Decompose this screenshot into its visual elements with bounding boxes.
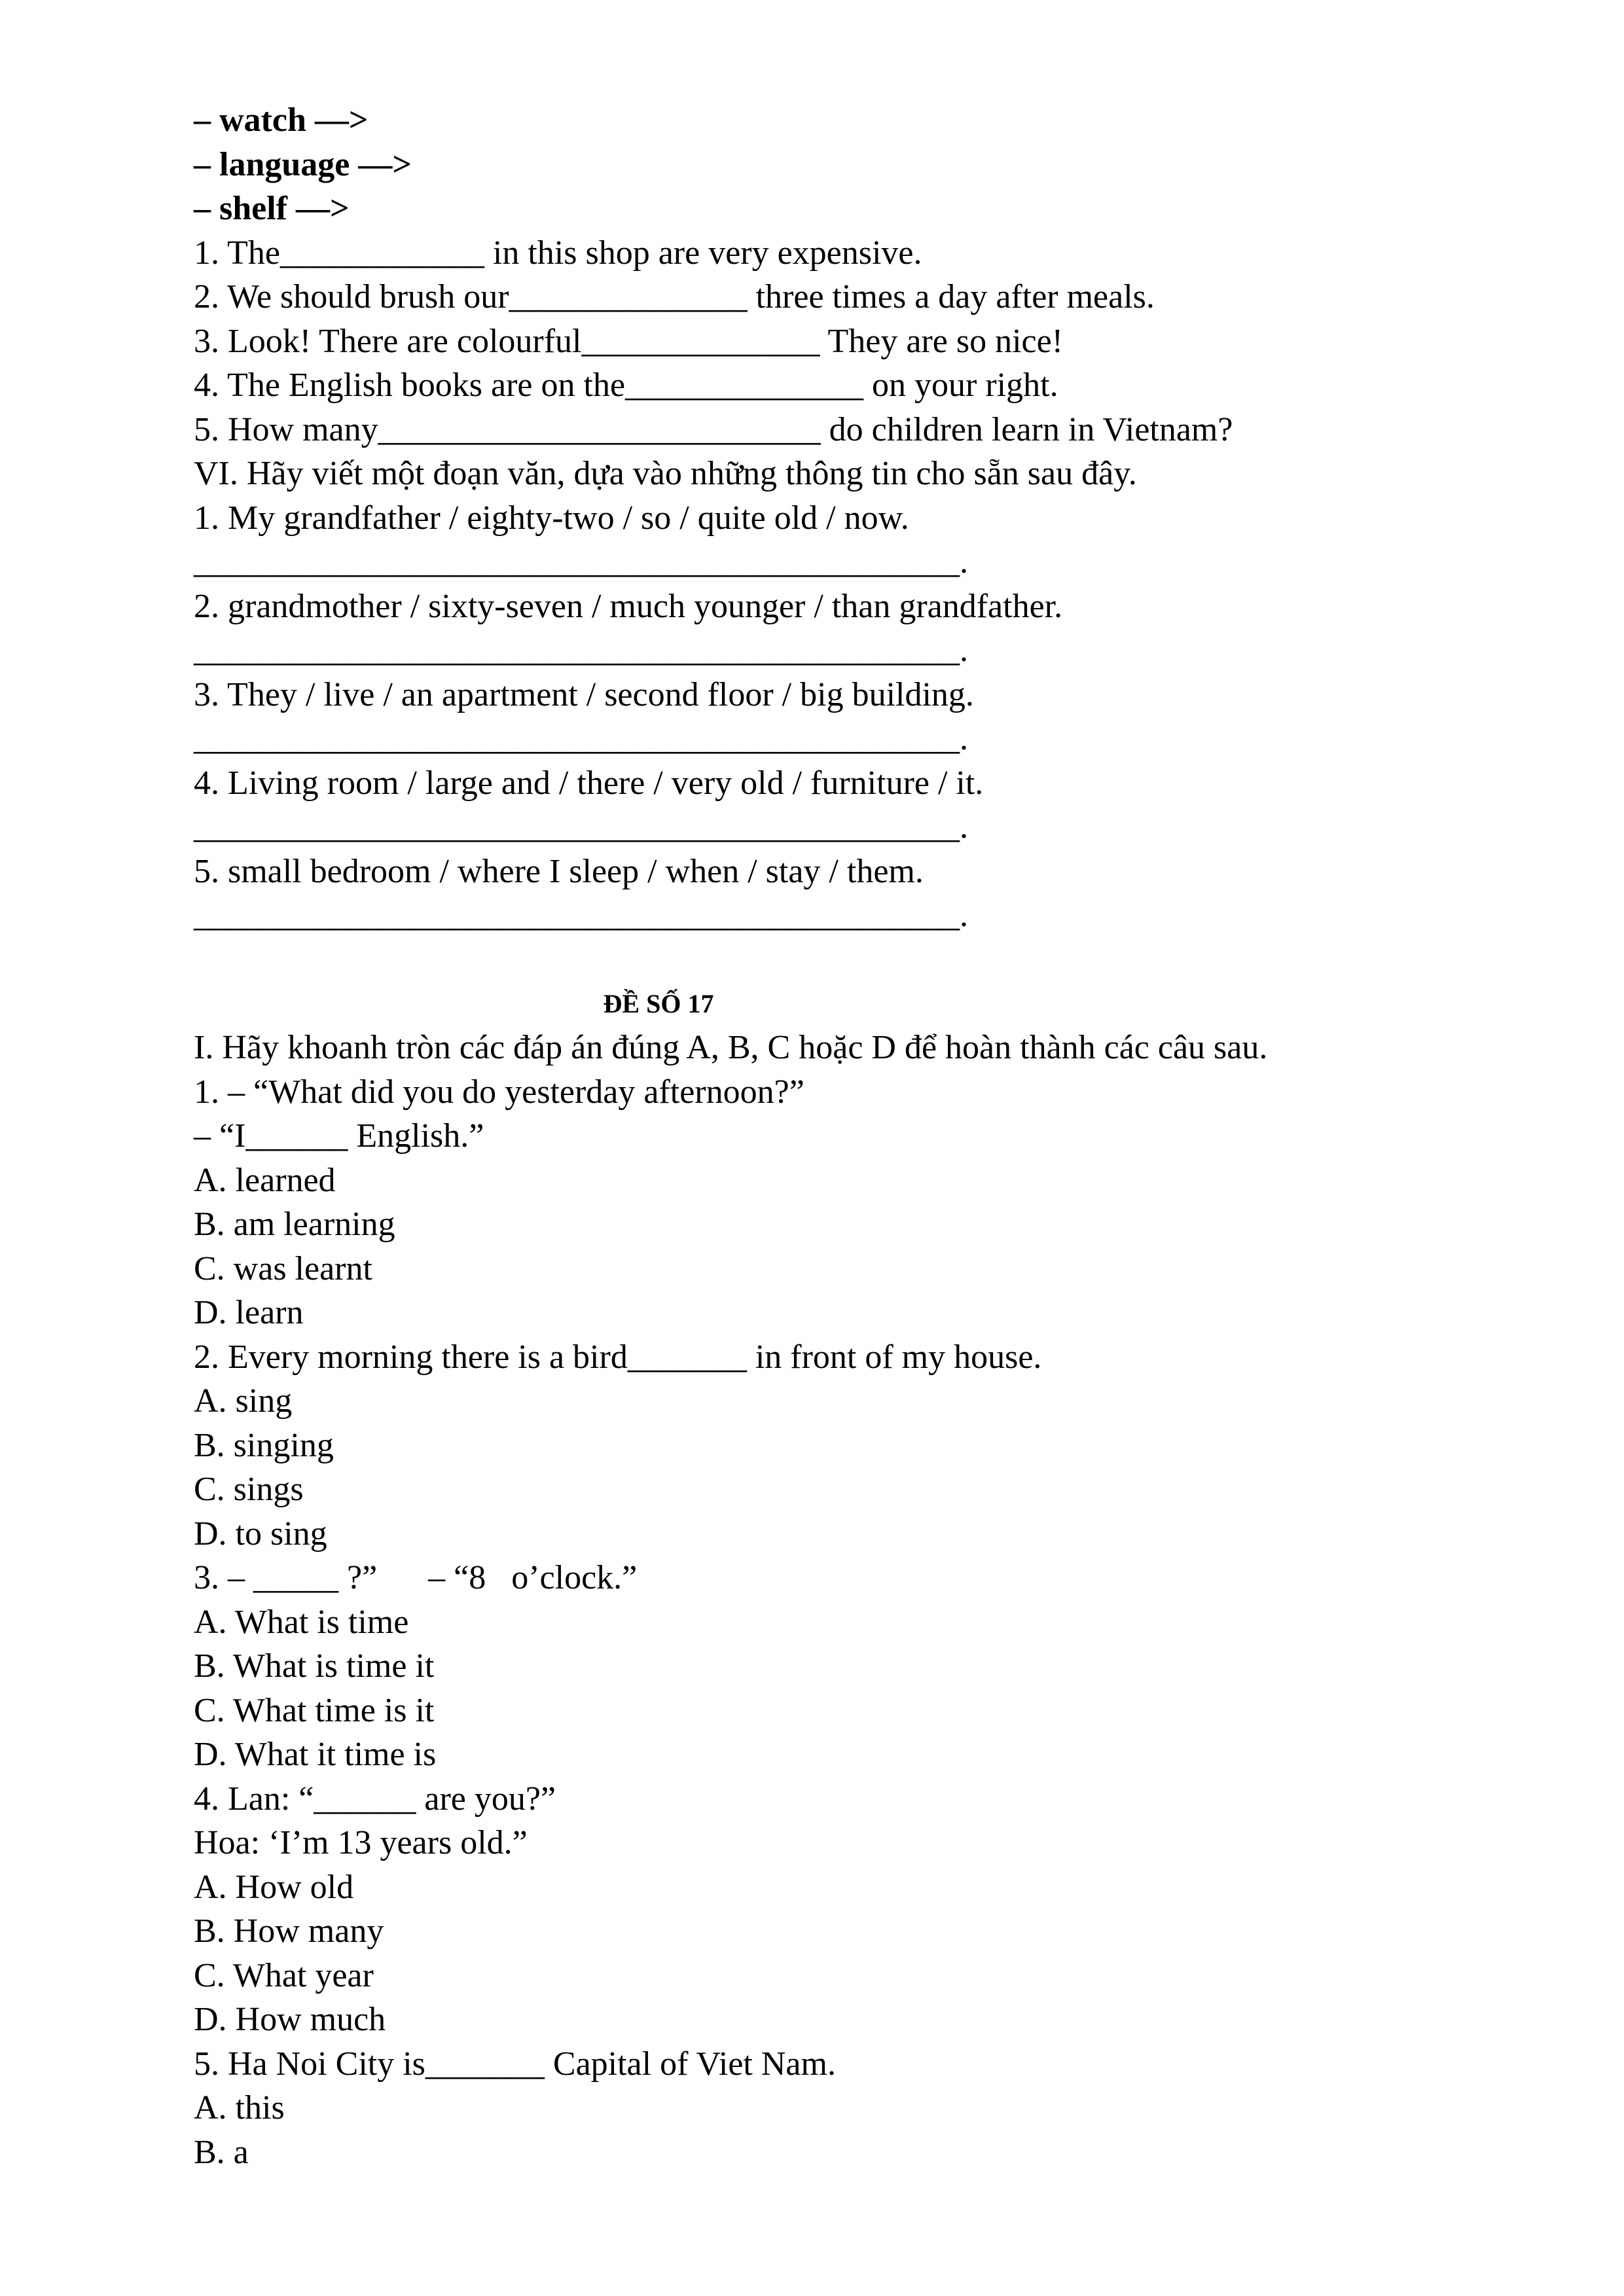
question-5-text: 5. Ha Noi City is_______ Capital of Viet Nam. [194, 2045, 836, 2083]
question-4-option-b: B. How many [194, 1912, 384, 1950]
question-4-option-d: D. How much [194, 2001, 386, 2038]
vocab-watch: – watch —> [194, 101, 369, 139]
document-page [194, 98, 1490, 2174]
writing-prompt-2: 2. grandmother / sixty-seven / much younger / than grandfather. [194, 587, 1063, 625]
question-2-option-b: B. singing [194, 1426, 334, 1464]
vocab-shelf: – shelf —> [194, 190, 350, 227]
question-3-option-b: B. What is time it [194, 1647, 435, 1685]
question-2-option-c: C. sings [194, 1471, 304, 1508]
question-4-option-c: C. What year [194, 1956, 374, 1994]
question-1-option-d: D. learn [194, 1294, 304, 1331]
question-3-option-a: A. What is time [194, 1603, 409, 1641]
answer-line-4: _____________________________________________. [194, 808, 968, 846]
fill-blank-1: 1. The____________ in this shop are very expensive. [194, 234, 922, 272]
question-1-option-c: C. was learnt [194, 1249, 372, 1287]
question-2-text: 2. Every morning there is a bird_______ in front of my house. [194, 1338, 1042, 1376]
section-i-title: I. Hãy khoanh tròn các đáp án đúng A, B, C hoặc D để hoàn thành các câu sau. [194, 1029, 1268, 1066]
fill-blank-2: 2. We should brush our______________ three times a day after meals. [194, 278, 1155, 315]
question-4-reply: Hoa: ‘I’m 13 years old.” [194, 1824, 528, 1861]
question-1-option-a: A. learned [194, 1161, 336, 1199]
exam-title: ĐỀ SỐ 17 [603, 988, 714, 1018]
question-2-option-d: D. to sing [194, 1515, 327, 1552]
writing-prompt-4: 4. Living room / large and / there / very old / furniture / it. [194, 764, 984, 802]
writing-prompt-3: 3. They / live / an apartment / second floor / big building. [194, 675, 974, 713]
fill-blank-4: 4. The English books are on the______________ on your right. [194, 367, 1058, 404]
writing-prompt-1: 1. My grandfather / eighty-two / so / quite old / now. [194, 499, 909, 537]
section-vi-title: VI. Hãy viết một đoạn văn, dựa vào những thông tin cho sẵn sau đây. [194, 455, 1137, 492]
question-3-text: 3. – _____ ?” – “8 o’clock.” [194, 1559, 638, 1596]
section-spacer [194, 938, 1490, 982]
fill-blank-5: 5. How many__________________________ do children learn in Vietnam? [194, 410, 1233, 448]
question-3-option-c: C. What time is it [194, 1691, 435, 1729]
answer-line-5: _____________________________________________. [194, 897, 968, 934]
answer-line-2: _____________________________________________. [194, 632, 968, 669]
question-2-option-a: A. sing [194, 1382, 293, 1420]
fill-blank-3: 3. Look! There are colourful______________ They are so nice! [194, 322, 1064, 360]
question-1-text: 1. – “What did you do yesterday afternoon?” [194, 1073, 804, 1111]
question-3-option-d: D. What it time is [194, 1736, 437, 1773]
question-5-option-b: B. a [194, 2133, 249, 2171]
question-4-option-a: A. How old [194, 1868, 354, 1906]
question-5-option-a: A. this [194, 2089, 285, 2126]
answer-line-1: _____________________________________________. [194, 543, 968, 581]
question-4-text: 4. Lan: “______ are you?” [194, 1780, 556, 1818]
writing-prompt-5: 5. small bedroom / where I sleep / when / stay / them. [194, 852, 924, 890]
question-1-reply: – “I______ English.” [194, 1117, 484, 1155]
answer-line-3: _____________________________________________. [194, 720, 968, 757]
vocab-language: – language —> [194, 145, 412, 183]
question-1-option-b: B. am learning [194, 1206, 395, 1243]
